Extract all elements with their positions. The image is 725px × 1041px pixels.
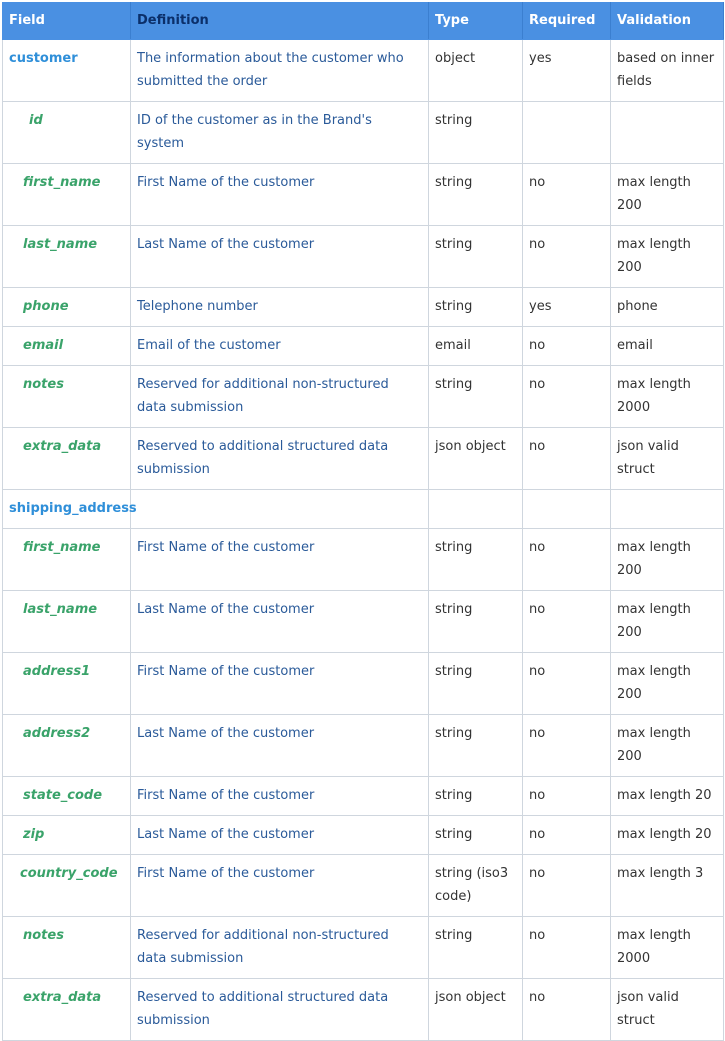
field-type: string (429, 816, 523, 855)
field-name: first_name (3, 164, 131, 226)
field-type: string (429, 164, 523, 226)
field-validation: json valid struct (611, 979, 724, 1041)
field-definition: Telephone number (131, 288, 429, 327)
table-row (3, 816, 724, 855)
field-validation (611, 490, 724, 529)
table-body (3, 40, 724, 1041)
field-type: string (429, 591, 523, 653)
field-name: state_code (3, 777, 131, 816)
field-required: no (523, 327, 611, 366)
field-definition: First Name of the customer (131, 653, 429, 715)
field-type: string (429, 366, 523, 428)
field-required: no (523, 366, 611, 428)
field-validation: phone (611, 288, 724, 327)
field-name: email (3, 327, 131, 366)
table-row (3, 917, 724, 979)
field-definition: First Name of the customer (131, 529, 429, 591)
field-validation: max length 200 (611, 715, 724, 777)
field-validation: max length 3 (611, 855, 724, 917)
field-type (429, 490, 523, 529)
field-type: string (429, 102, 523, 164)
field-type: object (429, 40, 523, 102)
field-definition: Reserved for additional non-structured data submission (131, 917, 429, 979)
field-validation: max length 20 (611, 777, 724, 816)
field-validation: max length 200 (611, 226, 724, 288)
field-definition: Reserved to additional structured data submission (131, 979, 429, 1041)
field-required: no (523, 164, 611, 226)
field-required: no (523, 715, 611, 777)
field-required: yes (523, 40, 611, 102)
table-row (3, 715, 724, 777)
header-field: Field (3, 3, 131, 40)
field-name: extra_data (3, 979, 131, 1041)
field-required: yes (523, 288, 611, 327)
field-required: no (523, 917, 611, 979)
table-row (3, 529, 724, 591)
field-definition: Last Name of the customer (131, 715, 429, 777)
field-name: phone (3, 288, 131, 327)
field-name: notes (3, 917, 131, 979)
field-name: address1 (3, 653, 131, 715)
field-type: string (429, 226, 523, 288)
field-definition: Last Name of the customer (131, 816, 429, 855)
field-type: string (429, 715, 523, 777)
field-validation: max length 200 (611, 529, 724, 591)
field-type: json object (429, 428, 523, 490)
field-definition: ID of the customer as in the Brand's system (131, 102, 429, 164)
field-validation: max length 2000 (611, 917, 724, 979)
table-row (3, 653, 724, 715)
table-row (3, 366, 724, 428)
field-name: zip (3, 816, 131, 855)
table-row (3, 591, 724, 653)
table-header (3, 3, 724, 40)
field-name: country_code (3, 855, 131, 917)
header-type: Type (429, 3, 523, 40)
field-definition: First Name of the customer (131, 855, 429, 917)
table-row (3, 40, 724, 102)
field-name: id (3, 102, 131, 164)
header-row (3, 3, 724, 40)
field-validation: email (611, 327, 724, 366)
field-name: notes (3, 366, 131, 428)
table-row (3, 102, 724, 164)
table-row (3, 327, 724, 366)
field-definition: Last Name of the customer (131, 226, 429, 288)
field-required: no (523, 979, 611, 1041)
field-required (523, 490, 611, 529)
field-definition: Email of the customer (131, 327, 429, 366)
field-validation: max length 200 (611, 164, 724, 226)
field-required: no (523, 653, 611, 715)
field-validation: max length 200 (611, 653, 724, 715)
field-required: no (523, 777, 611, 816)
field-validation: json valid struct (611, 428, 724, 490)
field-name: shipping_address (3, 490, 131, 529)
field-type: string (429, 288, 523, 327)
field-required: no (523, 591, 611, 653)
header-validation: Validation (611, 3, 724, 40)
field-name: last_name (3, 591, 131, 653)
field-definition: First Name of the customer (131, 777, 429, 816)
field-spec-table (2, 2, 724, 1041)
field-definition: Last Name of the customer (131, 591, 429, 653)
field-type: string (429, 777, 523, 816)
field-definition: First Name of the customer (131, 164, 429, 226)
table-row (3, 226, 724, 288)
field-required: no (523, 428, 611, 490)
field-validation (611, 102, 724, 164)
field-type: string (iso3 code) (429, 855, 523, 917)
field-required: no (523, 529, 611, 591)
field-definition: The information about the customer who submitted the order (131, 40, 429, 102)
field-required: no (523, 816, 611, 855)
field-name: customer (3, 40, 131, 102)
table-row (3, 490, 724, 529)
table-row (3, 855, 724, 917)
field-definition: Reserved to additional structured data submission (131, 428, 429, 490)
field-type: string (429, 653, 523, 715)
field-required: no (523, 226, 611, 288)
table-row (3, 288, 724, 327)
field-validation: max length 20 (611, 816, 724, 855)
field-validation: max length 200 (611, 591, 724, 653)
field-validation: max length 2000 (611, 366, 724, 428)
field-required (523, 102, 611, 164)
field-definition: Reserved for additional non-structured data submission (131, 366, 429, 428)
table-row (3, 428, 724, 490)
field-type: json object (429, 979, 523, 1041)
field-type: string (429, 529, 523, 591)
field-validation: based on inner fields (611, 40, 724, 102)
field-type: email (429, 327, 523, 366)
table-row (3, 777, 724, 816)
field-name: last_name (3, 226, 131, 288)
field-type: string (429, 917, 523, 979)
table-row (3, 164, 724, 226)
field-definition (131, 490, 429, 529)
field-required: no (523, 855, 611, 917)
header-definition: Definition (131, 3, 429, 40)
field-name: address2 (3, 715, 131, 777)
table-row (3, 979, 724, 1041)
field-name: extra_data (3, 428, 131, 490)
header-required: Required (523, 3, 611, 40)
field-name: first_name (3, 529, 131, 591)
